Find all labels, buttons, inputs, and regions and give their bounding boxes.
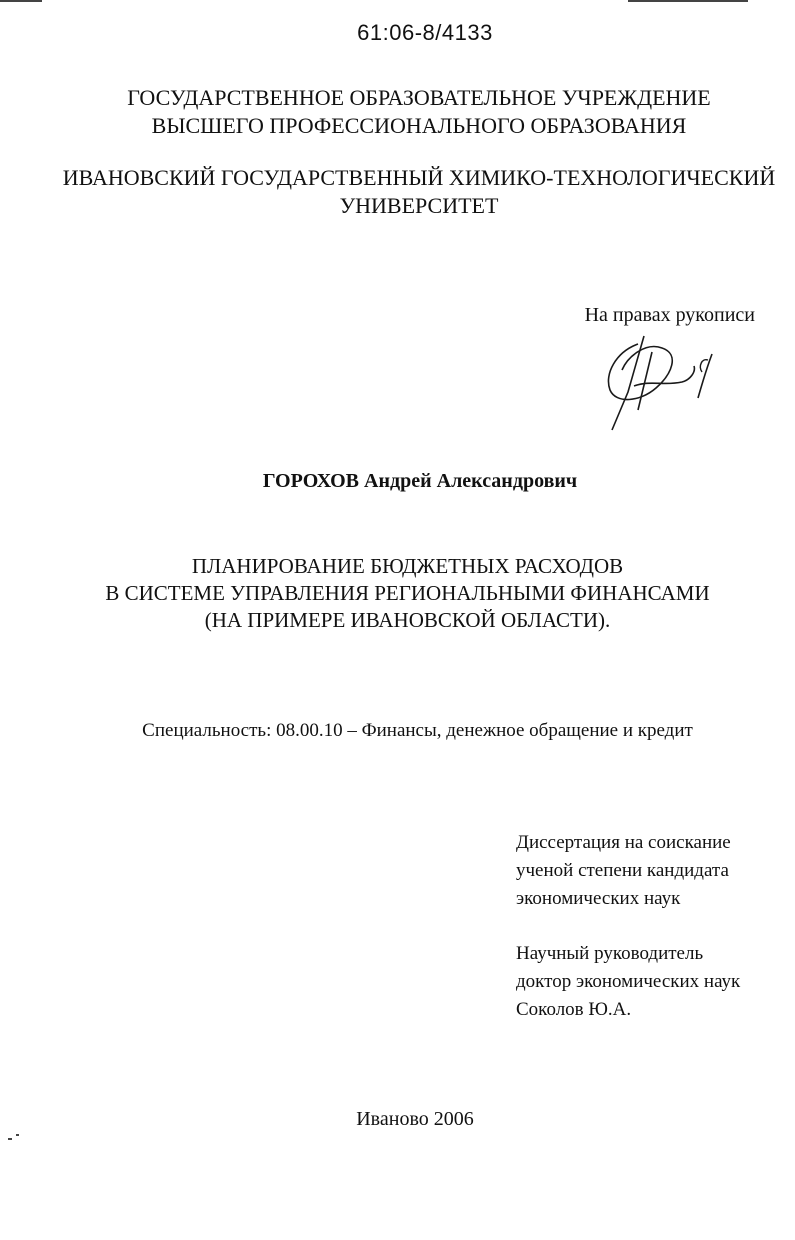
institution-line-1: ГОСУДАРСТВЕННОЕ ОБРАЗОВАТЕЛЬНОЕ УЧРЕЖДЕНИЕ xyxy=(127,85,711,110)
institution-line-2: ВЫСШЕГО ПРОФЕССИОНАЛЬНОГО ОБРАЗОВАНИЯ xyxy=(151,113,687,138)
university-line-2: УНИВЕРСИТЕТ xyxy=(339,193,499,218)
scan-edge-mark xyxy=(628,0,748,2)
scan-speck xyxy=(8,1138,12,1140)
advisor-line-3: Соколов Ю.А. xyxy=(516,999,632,1020)
title-line-3: (НА ПРИМЕРЕ ИВАНОВСКОЙ ОБЛАСТИ). xyxy=(204,608,611,632)
university-line-1: ИВАНОВСКИЙ ГОСУДАРСТВЕННЫЙ ХИМИКО-ТЕХНОЛОГИЧЕСКИЙ xyxy=(62,165,776,190)
degree-line-1: Диссертация на соискание xyxy=(516,832,731,853)
place-year: Иваново 2006 xyxy=(356,1108,474,1130)
degree-line-2: ученой степени кандидата xyxy=(516,860,729,881)
author-name: ГОРОХОВ Андрей Александрович xyxy=(262,470,578,492)
manuscript-note: На правах рукописи xyxy=(584,304,755,326)
advisor-line-1: Научный руководитель xyxy=(516,943,704,964)
institution-type xyxy=(0,84,795,140)
signature-icon xyxy=(598,330,718,440)
specialty: Специальность: 08.00.10 – Финансы, денежное обращение и кредит xyxy=(142,720,693,741)
title-line-1: ПЛАНИРОВАНИЕ БЮДЖЕТНЫХ РАСХОДОВ xyxy=(191,554,624,578)
title-line-2: В СИСТЕМЕ УПРАВЛЕНИЯ РЕГИОНАЛЬНЫМИ ФИНАНСАМИ xyxy=(105,581,710,605)
scan-speck xyxy=(16,1134,19,1136)
university-name xyxy=(0,164,795,220)
advisor-block xyxy=(516,940,740,1024)
degree-line-3: экономических наук xyxy=(516,888,681,909)
degree-block xyxy=(516,829,731,913)
archive-code: 61:06-8/4133 xyxy=(357,20,493,45)
advisor-line-2: доктор экономических наук xyxy=(516,971,741,992)
scan-edge-mark xyxy=(0,0,42,2)
dissertation-title xyxy=(0,553,795,634)
